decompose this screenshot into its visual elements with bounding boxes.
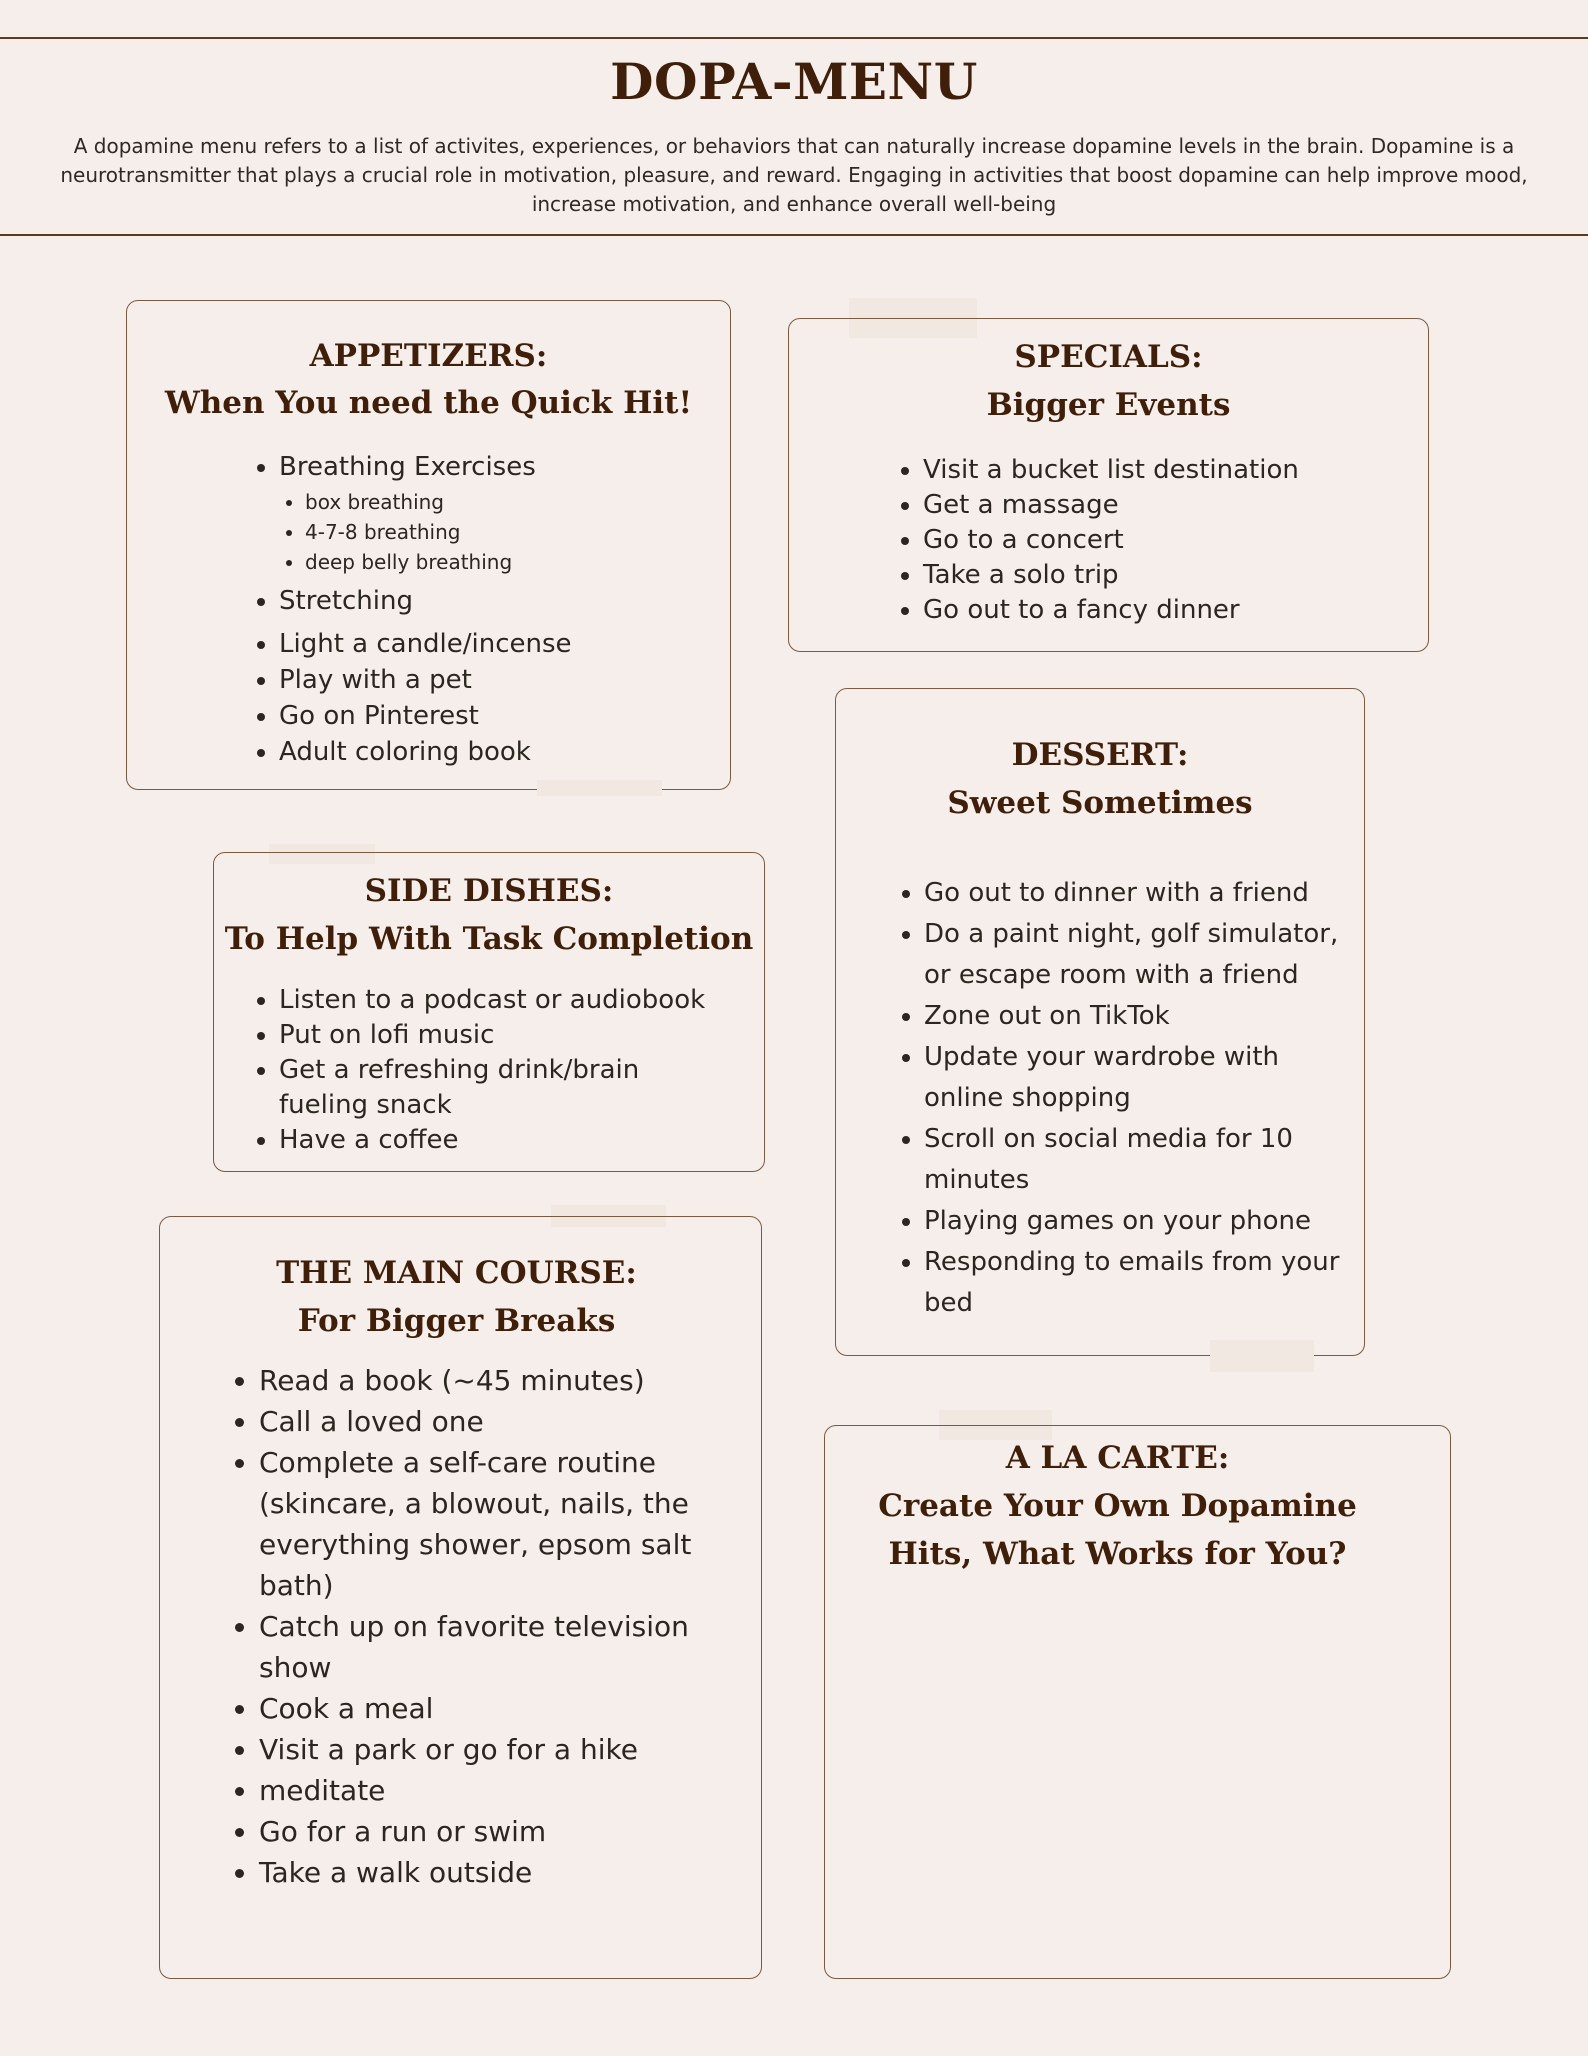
appetizers-title: APPETIZERS: (309, 338, 548, 374)
appetizers-card (126, 300, 731, 790)
a-la-carte-title: A LA CARTE: (1005, 1440, 1230, 1476)
side-dishes-subtitle: To Help With Task Completion (224, 921, 754, 957)
a-la-carte-subtitle-line2: Hits, What Works for You? (888, 1536, 1347, 1572)
a-la-carte-card (824, 1425, 1451, 1979)
list-item: • Take a solo trip (923, 558, 1428, 593)
list-item: • Read a book (~45 minutes) (259, 1360, 723, 1401)
list-item: • Playing games on your phone (924, 1201, 1344, 1242)
sub-list-item: • 4-7-8 breathing (305, 517, 730, 547)
sub-list-item: • deep belly breathing (305, 547, 730, 577)
list-item: • Do a paint night, golf simulator, or escape room with a friend (924, 914, 1344, 996)
sub-list-container (253, 487, 730, 577)
list-item: • Adult coloring book (279, 734, 730, 770)
list-item: • Get a refreshing drink/brain fueling snack (279, 1053, 736, 1123)
list-item: • Cook a meal (259, 1688, 723, 1729)
side-dishes-card (213, 852, 765, 1172)
dessert-heading (836, 731, 1364, 827)
list-item: • Scroll on social media for 10 minutes (924, 1119, 1344, 1201)
breathing-sub-list (253, 487, 730, 577)
list-item: • Get a massage (923, 488, 1428, 523)
specials-subtitle: Bigger Events (986, 387, 1231, 423)
dessert-title: DESSERT: (1011, 737, 1189, 773)
list-item: • Light a candle/incense (279, 626, 730, 662)
list-item: • Complete a self-care routine (skincare, a blowout, nails, the everything shower, epsom salt bath) (259, 1442, 723, 1606)
appetizers-list (127, 449, 730, 770)
specials-heading (789, 333, 1428, 429)
list-item: • Responding to emails from your bed (924, 1242, 1344, 1324)
tape-decoration (1210, 1340, 1314, 1372)
dessert-card (835, 688, 1365, 1356)
list-item: • Have a coffee (279, 1123, 736, 1158)
list-item: • Go out to a fancy dinner (923, 593, 1428, 628)
a-la-carte-subtitle-line1: Create Your Own Dopamine (878, 1488, 1357, 1524)
intro-description: A dopamine menu refers to a list of activites, experiences, or behaviors that can naturally increase dopamine levels in the brain. Dopamine is a neurotransmitter that plays a crucial role in motivation, pleasure, and reward. Engaging in activities that boost dopamine can help improve mood, increase motivation, and enhance overall well-being (60, 134, 1528, 216)
sub-list-item: • box breathing (305, 487, 730, 517)
specials-card (788, 318, 1429, 652)
tape-decoration (537, 780, 662, 796)
side-dishes-heading (214, 867, 764, 963)
appetizers-subtitle: When You need the Quick Hit! (164, 385, 693, 421)
top-divider (0, 37, 1588, 39)
list-item: • Visit a park or go for a hike (259, 1729, 723, 1770)
list-item: • Go on Pinterest (279, 698, 730, 734)
dessert-list (836, 873, 1364, 1324)
main-course-heading (160, 1249, 761, 1345)
header-bottom-divider (0, 234, 1588, 236)
list-item: • Update your wardrobe with online shopping (924, 1037, 1344, 1119)
main-course-list (160, 1360, 761, 1893)
list-item: • Go to a concert (923, 523, 1428, 558)
list-item: • Call a loved one (259, 1401, 723, 1442)
list-item: • Go out to dinner with a friend (924, 873, 1344, 914)
list-item: • Go for a run or swim (259, 1811, 723, 1852)
list-item: • Stretching (279, 583, 730, 619)
specials-title: SPECIALS: (1014, 339, 1203, 375)
list-item: • Visit a bucket list destination (923, 453, 1428, 488)
dessert-subtitle: Sweet Sometimes (947, 785, 1253, 821)
list-item: • Listen to a podcast or audiobook (279, 983, 736, 1018)
side-dishes-title: SIDE DISHES: (364, 873, 614, 909)
list-item: • Take a walk outside (259, 1852, 723, 1893)
main-course-card (159, 1216, 762, 1979)
list-item: • Breathing Exercises (279, 449, 730, 485)
side-dishes-list (214, 983, 764, 1158)
specials-list (789, 453, 1428, 628)
list-item: • Catch up on favorite television show (259, 1606, 723, 1688)
main-course-subtitle: For Bigger Breaks (297, 1303, 616, 1339)
a-la-carte-heading (825, 1434, 1450, 1578)
list-item: • Play with a pet (279, 662, 730, 698)
appetizers-heading (127, 333, 730, 427)
list-item: • Put on lofi music (279, 1018, 736, 1053)
list-item: • Zone out on TikTok (924, 996, 1344, 1037)
main-course-title: THE MAIN COURSE: (276, 1255, 637, 1291)
page-title: DOPA-MENU (610, 52, 978, 111)
list-item: • meditate (259, 1770, 723, 1811)
